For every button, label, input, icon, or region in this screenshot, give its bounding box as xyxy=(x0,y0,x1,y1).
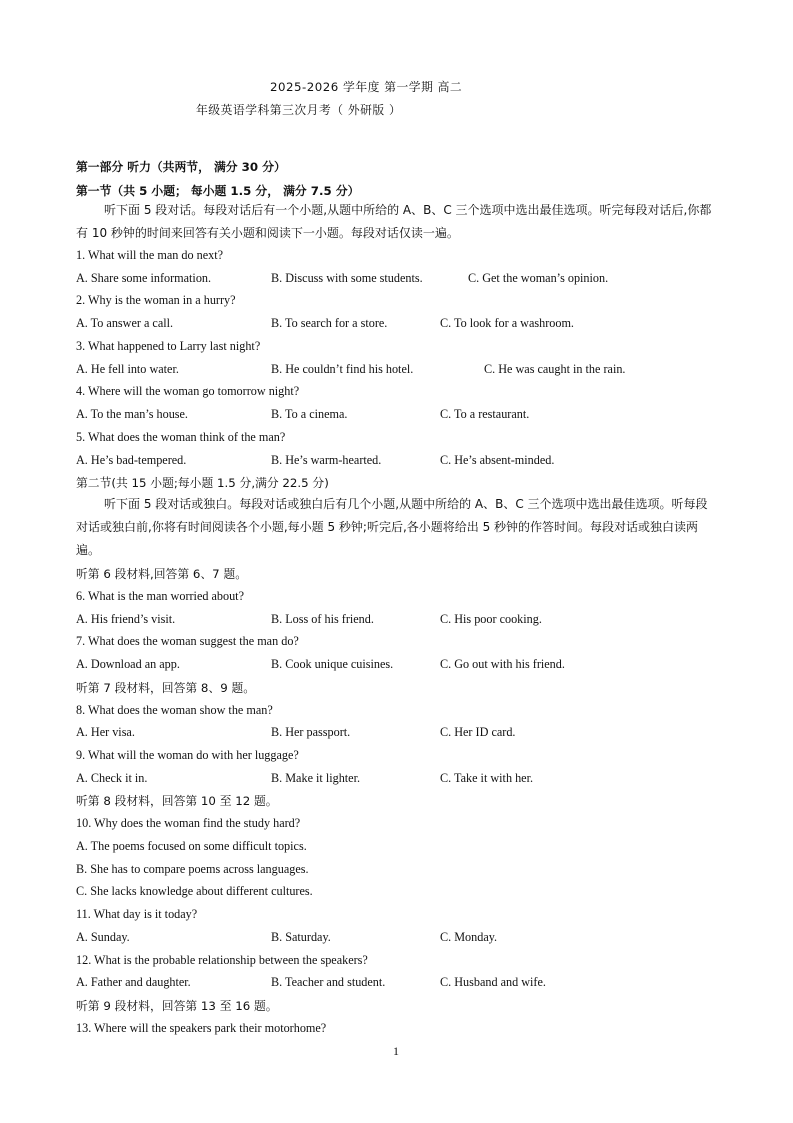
q11-option-a: A. Sunday. xyxy=(76,930,130,944)
q5-option-a: A. He’s bad-tempered. xyxy=(76,453,187,467)
exam-title-line1: 2025-2026 学年度 第一学期 高二 xyxy=(270,80,463,94)
q6-option-b: B. Loss of his friend. xyxy=(271,612,374,626)
q4-option-a: A. To the man’s house. xyxy=(76,407,188,421)
question-13: 13. Where will the speakers park their motorhome? xyxy=(76,1021,327,1035)
material-7-note: 听第 7 段材料，回答第 8、9 题。 xyxy=(76,681,256,695)
question-5: 5. What does the woman think of the man? xyxy=(76,430,286,444)
q12-option-a: A. Father and daughter. xyxy=(76,975,191,989)
exam-title-line2: 年级英语学科第三次月考（ 外研版 ） xyxy=(196,103,402,117)
q2-option-b: B. To search for a store. xyxy=(271,316,388,330)
q7-option-a: A. Download an app. xyxy=(76,657,180,671)
q11-option-c: C. Monday. xyxy=(440,930,498,944)
question-1: 1. What will the man do next? xyxy=(76,248,224,262)
q2-option-c: C. To look for a washroom. xyxy=(440,316,574,330)
question-3: 3. What happened to Larry last night? xyxy=(76,339,261,353)
q11-option-b: B. Saturday. xyxy=(271,930,331,944)
question-11: 11. What day is it today? xyxy=(76,907,198,921)
page-number: 1 xyxy=(393,1044,399,1058)
q4-option-b: B. To a cinema. xyxy=(271,407,348,421)
q5-option-b: B. He’s warm-hearted. xyxy=(271,453,382,467)
q4-option-c: C. To a restaurant. xyxy=(440,407,530,421)
q8-option-c: C. Her ID card. xyxy=(440,725,516,739)
q1-option-a: A. Share some information. xyxy=(76,271,212,285)
q8-option-a: A. Her visa. xyxy=(76,725,135,739)
question-7: 7. What does the woman suggest the man do? xyxy=(76,634,299,648)
question-12: 12. What is the probable relationship between the speakers? xyxy=(76,953,368,967)
q2-option-a: A. To answer a call. xyxy=(76,316,174,330)
q9-option-c: C. Take it with her. xyxy=(440,771,534,785)
q6-option-c: C. His poor cooking. xyxy=(440,612,542,626)
material-8-note: 听第 8 段材料，回答第 10 至 12 题。 xyxy=(76,794,278,808)
question-2: 2. Why is the woman in a hurry? xyxy=(76,293,236,307)
q8-option-b: B. Her passport. xyxy=(271,725,351,739)
q6-option-a: A. His friend’s visit. xyxy=(76,612,176,626)
material-6-note: 听第 6 段材料,回答第 6、7 题。 xyxy=(76,567,248,581)
q3-option-a: A. He fell into water. xyxy=(76,362,179,376)
q10-option-a: A. The poems focused on some difficult topics. xyxy=(76,839,307,853)
question-4: 4. Where will the woman go tomorrow night? xyxy=(76,384,300,398)
q7-option-b: B. Cook unique cuisines. xyxy=(271,657,394,671)
section2-heading: 第二节(共 15 小题;每小题 1.5 分,满分 22.5 分) xyxy=(76,476,329,490)
question-9: 9. What will the woman do with her luggage? xyxy=(76,748,299,762)
section1-instructions: 听下面 5 段对话。每段对话后有一个小题,从题中所给的 A、B、C 三个选项中选出最佳选项。听完每段对话后,你都有 10 秒钟的时间来回答有关小题和阅读下一小题。每段对话仅读一遍。 xyxy=(76,203,712,240)
q9-option-b: B. Make it lighter. xyxy=(271,771,361,785)
q7-option-c: C. Go out with his friend. xyxy=(440,657,565,671)
question-10: 10. Why does the woman find the study hard? xyxy=(76,816,301,830)
q3-option-c: C. He was caught in the rain. xyxy=(484,362,626,376)
q9-option-a: A. Check it in. xyxy=(76,771,148,785)
q12-option-c: C. Husband and wife. xyxy=(440,975,546,989)
material-9-note: 听第 9 段材料，回答第 13 至 16 题。 xyxy=(76,999,278,1013)
q12-option-b: B. Teacher and student. xyxy=(271,975,386,989)
q3-option-b: B. He couldn’t find his hotel. xyxy=(271,362,414,376)
q5-option-c: C. He’s absent-minded. xyxy=(440,453,555,467)
section1-heading: 第一节（共 5 小题； 每小题 1.5 分， 满分 7.5 分） xyxy=(76,184,360,198)
question-8: 8. What does the woman show the man? xyxy=(76,703,273,717)
q10-option-c: C. She lacks knowledge about different cultures. xyxy=(76,884,313,898)
q1-option-c: C. Get the woman’s opinion. xyxy=(468,271,609,285)
q1-option-b: B. Discuss with some students. xyxy=(271,271,423,285)
question-6: 6. What is the man worried about? xyxy=(76,589,244,603)
section2-instructions: 听下面 5 段对话或独白。每段对话或独白后有几个小题,从题中所给的 A、B、C 三个选项中选出最佳选项。听每段对话或独白前,你将有时间阅读各个小题,每小题 5 秒钟;听完后,各小题将给出 5 秒钟的作答时间。每段对话或独白读两遍。 xyxy=(76,497,708,557)
q10-option-b: B. She has to compare poems across languages. xyxy=(76,862,309,876)
part1-heading: 第一部分 听力（共两节， 满分 30 分） xyxy=(76,160,286,174)
